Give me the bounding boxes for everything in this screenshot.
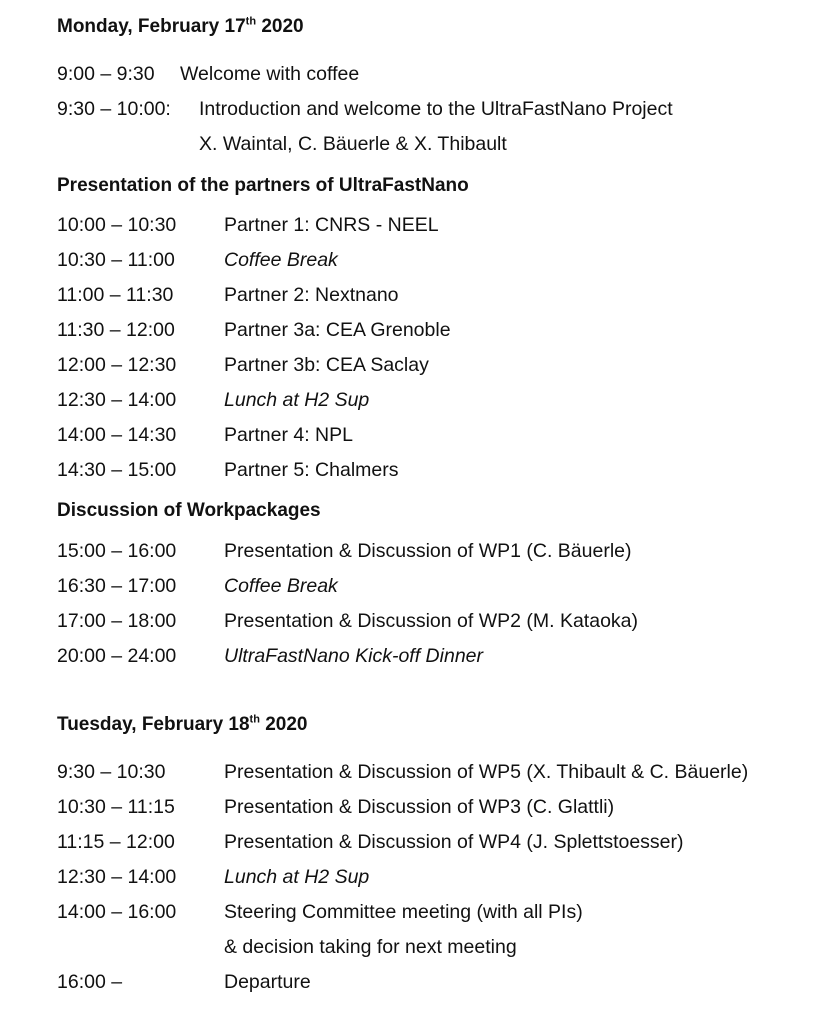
section-title-partners: Presentation of the partners of UltraFastNano <box>57 175 469 196</box>
section-title-workpackages: Discussion of Workpackages <box>57 500 321 521</box>
event-description: Lunch at H2 Sup <box>224 866 370 888</box>
time-slot: 11:30 – 12:00 <box>57 319 175 341</box>
time-slot: 11:00 – 11:30 <box>57 284 174 306</box>
time-slot: 9:00 – 9:30 <box>57 63 155 85</box>
event-description: UltraFastNano Kick-off Dinner <box>224 645 484 667</box>
event-speakers: X. Waintal, C. Bäuerle & X. Thibault <box>199 133 507 155</box>
event-description: Lunch at H2 Sup <box>224 389 370 411</box>
event-description: Partner 5: Chalmers <box>224 459 399 481</box>
event-description: Departure <box>224 971 311 993</box>
time-slot: 16:00 – <box>57 971 123 993</box>
event-description: Presentation & Discussion of WP4 (J. Splettstoesser) <box>224 831 684 853</box>
time-slot: 12:30 – 14:00 <box>57 866 177 888</box>
event-description-continued: & decision taking for next meeting <box>224 936 517 958</box>
time-slot: 12:00 – 12:30 <box>57 354 177 376</box>
event-description: Partner 2: Nextnano <box>224 284 399 306</box>
time-slot: 12:30 – 14:00 <box>57 389 177 411</box>
event-description: Coffee Break <box>224 249 338 271</box>
time-slot: 10:00 – 10:30 <box>57 214 177 236</box>
day2-heading: Tuesday, February 18th 2020 <box>57 713 308 735</box>
event-description: Partner 4: NPL <box>224 424 353 446</box>
event-description: Partner 3a: CEA Grenoble <box>224 319 451 341</box>
event-description: Coffee Break <box>224 575 338 597</box>
time-slot: 14:30 – 15:00 <box>57 459 177 481</box>
event-description: Partner 1: CNRS - NEEL <box>224 214 439 236</box>
day1-heading: Monday, February 17th 2020 <box>57 15 304 37</box>
time-slot: 20:00 – 24:00 <box>57 645 177 667</box>
time-slot: 11:15 – 12:00 <box>57 831 175 853</box>
time-slot: 10:30 – 11:15 <box>57 796 175 818</box>
time-slot: 9:30 – 10:00: <box>57 98 171 120</box>
event-description: Presentation & Discussion of WP3 (C. Glattli) <box>224 796 615 818</box>
time-slot: 17:00 – 18:00 <box>57 610 177 632</box>
time-slot: 16:30 – 17:00 <box>57 575 177 597</box>
event-description: Partner 3b: CEA Saclay <box>224 354 429 376</box>
event-description: Presentation & Discussion of WP1 (C. Bäuerle) <box>224 540 632 562</box>
event-description: Presentation & Discussion of WP5 (X. Thibault & C. Bäuerle) <box>224 761 749 783</box>
event-description: Welcome with coffee <box>180 63 360 85</box>
time-slot: 14:00 – 14:30 <box>57 424 177 446</box>
time-slot: 15:00 – 16:00 <box>57 540 177 562</box>
event-description: Introduction and welcome to the UltraFastNano Project <box>199 98 673 120</box>
time-slot: 14:00 – 16:00 <box>57 901 177 923</box>
time-slot: 9:30 – 10:30 <box>57 761 166 783</box>
time-slot: 10:30 – 11:00 <box>57 249 175 271</box>
event-description: Presentation & Discussion of WP2 (M. Kataoka) <box>224 610 639 632</box>
event-description: Steering Committee meeting (with all PIs) <box>224 901 583 923</box>
